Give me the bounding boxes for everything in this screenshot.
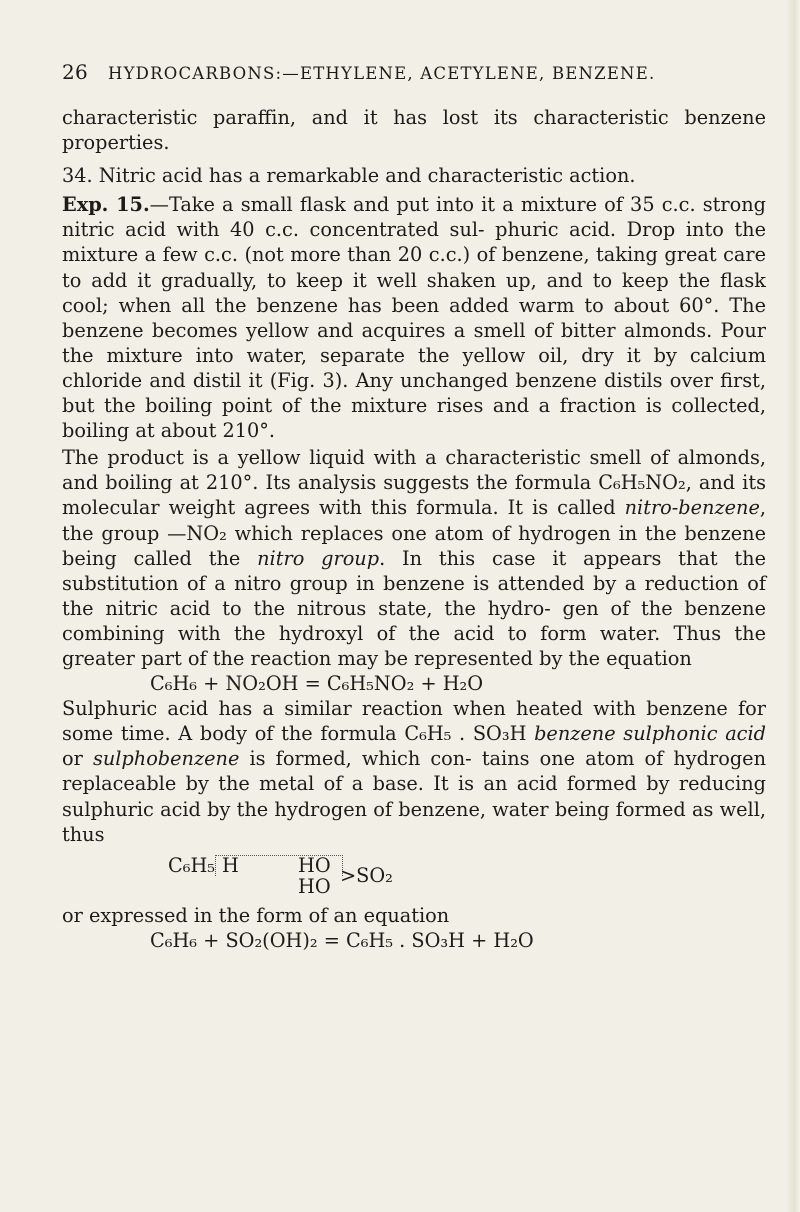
page-edge-shadow bbox=[786, 0, 800, 1212]
paragraph-equation-intro: or expressed in the form of an equation bbox=[62, 903, 450, 927]
term-nitro-group: nitro group bbox=[257, 546, 380, 570]
term-sulphobenzene: sulphobenzene bbox=[92, 747, 240, 771]
running-header bbox=[62, 60, 655, 84]
text-run: . In this case it appears that the substitution of a nitro group in benzene is attended by a reduction of the nitric acid to the nitrous state, the hydro- gen of the benzene combining with the hydroxyl of the acid to form water. Thus the greater part of the reaction may be represented by the equation bbox=[62, 546, 766, 670]
equation-sulphonation: C₆H₆ + SO₂(OH)₂ = C₆H₅ . SO₃H + H₂O bbox=[150, 928, 534, 952]
paragraph-continuation: characteristic paraffin, and it has lost its characteristic benzene properties. bbox=[62, 106, 766, 155]
reaction-scheme bbox=[62, 851, 766, 903]
text-run: , the group —NO₂ which replaces one atom of hydrogen in the benzene being called the bbox=[62, 496, 766, 570]
scheme-so2: >SO₂ bbox=[340, 863, 393, 887]
section-34-heading: 34. Nitric acid has a remarkable and characteristic action. bbox=[62, 164, 636, 188]
experiment-label: Exp. 15. bbox=[62, 193, 150, 217]
running-title: HYDROCARBONS:—ETHYLENE, ACETYLENE, BENZENE. bbox=[108, 64, 656, 83]
page-number: 26 bbox=[62, 60, 89, 84]
term-nitro-benzene: nitro-benzene bbox=[624, 496, 760, 520]
paragraph-nitrobenzene bbox=[62, 445, 766, 671]
scheme-c6h5: C₆H₅ bbox=[168, 853, 216, 877]
scheme-h: H bbox=[222, 853, 239, 877]
equation-nitration: C₆H₆ + NO₂OH = C₆H₅NO₂ + H₂O bbox=[150, 672, 484, 696]
text-run: or bbox=[62, 747, 93, 771]
experiment-text: —Take a small flask and put into it a mixture of 35 c.c. strong nitric acid with 40 c.c. concentrated sul- phuric acid. Drop into the mixture a few c.c. (not more than 20 c.c.) of benzene, taking great care to add it gradually, to keep it well shaken up, and to keep the flask cool; when all the benzene has been added warm to about 60°. The benzene becomes yellow and acquires a smell of bitter almonds. Pour the mixture into water, separate the yellow oil, dry it by calcium chloride and distil it (Fig. 3). Any unchanged benzene distils over first, but the boiling point of the mixture rises and a fraction is collected, boiling at about 210°. bbox=[62, 193, 766, 443]
paragraph-sulphonation bbox=[62, 696, 766, 847]
page-body bbox=[62, 105, 766, 953]
text-run: is formed, which con- tains one atom of hydrogen replaceable by the metal of a base. It is an acid formed by reducing sulphuric acid by the hydrogen of benzene, water being formed as well, thus bbox=[62, 747, 766, 846]
scheme-ho-bottom: HO bbox=[298, 874, 331, 898]
text-run: The product is a yellow liquid with a characteristic smell of almonds, and boiling at 210°. Its analysis suggests the formula C₆H₅NO₂, and its molecular weight agrees with this formula. It is called bbox=[62, 446, 766, 520]
scheme-ho-top: HO bbox=[298, 853, 331, 877]
experiment-15 bbox=[62, 192, 766, 443]
term-benzene-sulphonic-acid: benzene sulphonic acid bbox=[534, 722, 766, 746]
text-run: Sulphuric acid has a similar reaction when heated with benzene for some time. A body of the formula C₆H₅ . SO₃H bbox=[62, 697, 766, 746]
